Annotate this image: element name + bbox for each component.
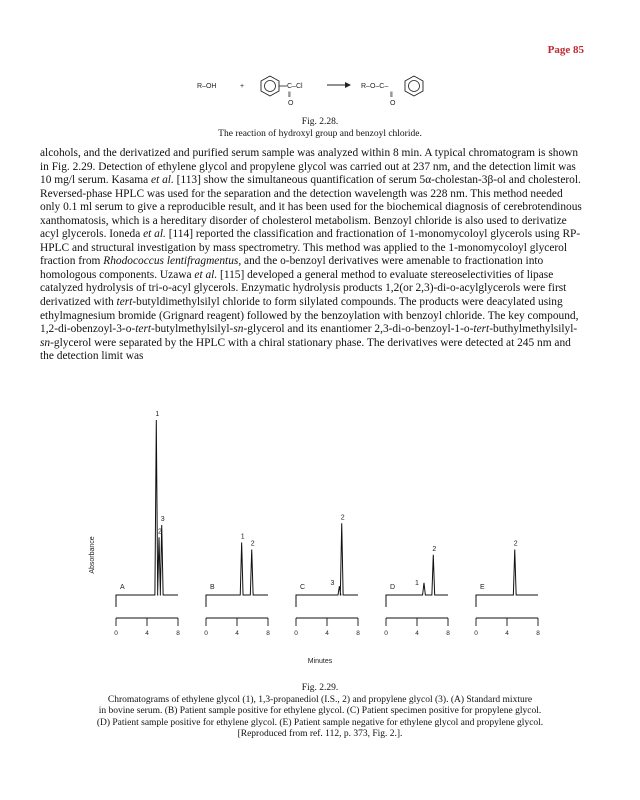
axis-tick-label: 0 [384,630,388,637]
reaction-scheme [195,64,445,108]
x-axis-label: Minutes [307,658,333,665]
figure-2-28-caption [40,117,600,140]
reactant-r-oh: R–OH [197,83,217,90]
axis-tick-label: 4 [505,630,509,637]
axis-tick-label: 4 [325,630,329,637]
chromatogram-trace [206,540,268,608]
axis-tick-label: 8 [176,630,180,637]
acyl-chloride-group: C–Cl [287,83,303,90]
axis-tick-label: 4 [235,630,239,637]
chromatogram-trace [116,420,178,607]
panel-label: B [210,584,215,591]
figure-2-29-caption [40,683,600,741]
axis-tick-label: 8 [536,630,540,637]
y-axis-label: Absorbance [89,536,96,574]
figure-2-29-caption-line: (D) Patient sample positive for ethylene glycol. (E) Patient sample negative for ethylene glycol and propylene glycol. [96,717,544,728]
axis-tick-label: 0 [204,630,208,637]
chromatogram-trace [296,523,358,607]
benzene-ring-icon [261,76,287,96]
axis-tick-label: 8 [266,630,270,637]
product-carbonyl-oxygen: O [390,100,396,107]
peak-label: 2 [340,514,345,522]
chromatogram-trace [476,550,538,608]
axis-tick-label: 8 [356,630,360,637]
axis-tick-label: 8 [446,630,450,637]
double-bond-mark: ‖ [288,92,291,99]
panel-label: E [480,584,485,591]
panel-label: C [300,584,306,591]
peak-label: 3 [160,516,165,523]
page-number: Page 85 [547,44,584,56]
ester-product: R–O–C– [361,83,389,90]
plus-sign: + [240,83,245,90]
figure-2-28-text: The reaction of hydroxyl group and benzoyl chloride. [218,128,422,139]
peak-label: 1 [415,580,419,587]
peak-label: 2 [250,540,255,548]
figure-2-29-caption-line: [Reproduced from ref. 112, p. 373, Fig. 2.]. [237,729,403,739]
product-double-bond-mark: ‖ [390,92,393,99]
peak-label: 1 [240,533,245,541]
figure-2-29-caption-line: Chromatograms of ethylene glycol (1), 1,3-propanediol (I.S., 2) and propylene glycol (3). (A) Standard mixture [107,694,533,705]
axis-tick-label: 4 [145,630,149,637]
peak-label: 2 [158,528,162,536]
figure-2-29-number: Fig. 2.29. [301,683,339,693]
peak-label: 1 [155,411,160,418]
body-paragraph: alcohols, and the derivatized and purified serum sample was analyzed within 8 min. A typical chromatogram is shown in Fig. 2.29. Detection of ethylene glycol and propylene glycol was carried out at 237 nm, and the detection limit was 10 mg/l serum. Kasama et al. [113] show the simultaneous quantification of serum 5α-cholestan-3β-ol and cholesterol. Reversed-phase HPLC was used for the separation and the detection wavelength was 228 nm. This method needed only 0.1 ml serum to give a reproducible result, and it has been used for the biochemical diagnosis of cerebrotendinous xanthomatosis, which is a hereditary disorder of cholesterol metabolism. Benzoyl chloride is also used to derivatize acyl glycerols. Ioneda et al. [114] reported the classification and fractionation of 1-monomycoloyl glycerols using RP-HPLC and structural investigation by mass spectrometry. This method was applied to the 1-monomycoloyl glycerol fraction from Rhodococcus lentifragmentus, and the o-benzoyl derivatives were amenable to fractionation into homologous components. Uzawa et al. [115] developed a general method to evaluate stereoselectivities of lipase catalyzed hydrolysis of tri-o-acyl glycerols. Enzymatic hydrolysis products 1,2(or 2,3)-di-o-acylglycerols were first derivatized with tert-butyldimethylsilyl chloride to form silylated compounds. The products were deacylated using ethylmagnesium bromide (Grignard reagent) followed by the benzoylation with benzoyl chloride. The key compound, 1,2-di-obenzoyl-3-o-tert-butylmethylsilyl-sn-glycerol and its enantiomer 2,3-di-o-benzoyl-1-o-tert-buthylmethylsilyl-sn-glycerol were separated by the HPLC with a chiral stationary phase. The derivatives were detected at 245 nm and the detection limit was [40,147,582,363]
chromatogram-figure [80,405,560,665]
axis-tick-label: 0 [474,630,478,637]
figure-2-28-number: Fig. 2.28. [301,117,339,127]
axis-tick-label: 4 [415,630,419,637]
panel-label: A [120,584,125,591]
reaction-arrow-icon [327,82,351,88]
figure-2-29-caption-line: in bovine serum. (B) Patient sample positive for ethylene glycol. (C) Patient specimen positive for propylene glycol. [98,706,542,716]
peak-label: 2 [513,540,518,548]
panel-label: D [390,584,396,591]
axis-tick-label: 0 [114,630,118,637]
carbonyl-oxygen: O [288,100,294,107]
benzene-ring-product-icon [405,76,423,96]
axis-tick-label: 0 [294,630,298,637]
peak-label: 2 [432,545,437,553]
peak-label: 3 [330,580,335,587]
